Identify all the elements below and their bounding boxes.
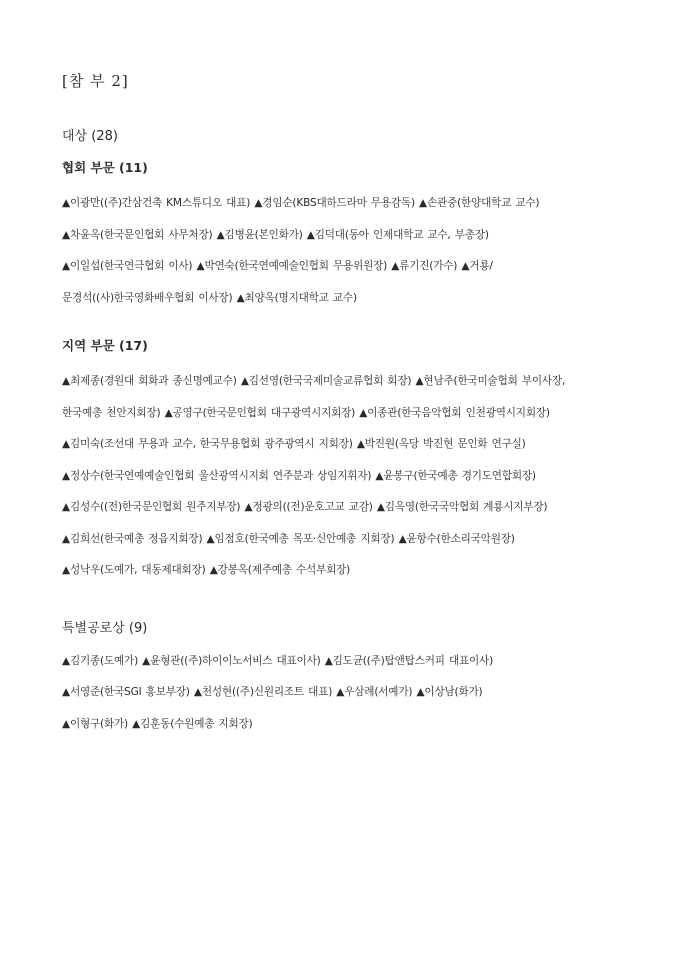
regional-subsection <box>62 336 647 587</box>
association-title: 협회 부문 (11) <box>62 160 148 175</box>
special-line-3: ▲이형구(화가) ▲김훈동(수원예총 지회장) <box>62 717 253 730</box>
regional-line-4: ▲정상수(한국연예예술인협회 울산광역시지회 연주분과 상임지휘자) ▲윤봉구(한국예총 경기도연합회장) <box>62 469 536 482</box>
association-subsection <box>62 158 647 314</box>
grand-prize-section <box>62 125 647 587</box>
association-line-3: ▲이일섭(한국연극협회 이사) ▲박연숙(한국연예예술인협회 무용위원장) ▲류기진(가수) ▲거룡/ <box>62 260 493 272</box>
association-line-4: 문경석((사)한국영화배우협회 이사장) ▲최양옥(명지대학교 교수) <box>62 291 357 304</box>
regional-title: 지역 부문 (17) <box>62 338 148 353</box>
special-line-2: ▲서영준(한국SGI 홍보부장) ▲천성현((주)신원리조트 대표) ▲우삼례(서예가) ▲이상남(화가) <box>62 686 483 698</box>
special-prize-title: 특별공로상 (9) <box>62 620 148 636</box>
special-prize-list <box>62 646 647 741</box>
regional-line-5: ▲김성수((전)한국문인협회 원주지부장) ▲정광의((전)운호고교 교감) ▲김옥영(한국국악협회 계룡시지부장) <box>62 501 548 513</box>
grand-prize-title: 대상 (28) <box>62 129 118 144</box>
attachment-title: [참 부 2] <box>62 72 129 90</box>
regional-line-7: ▲성낙우(도예가, 대동제대회장) ▲강봉옥(제주예총 수석부회장) <box>62 564 351 576</box>
regional-line-1: ▲최제종(경원대 회화과 종신명예교수) ▲김선영(한국국제미술교류협회 회장) ▲현남주(한국미술협회 부이사장, <box>62 375 566 387</box>
special-prize-section <box>62 617 647 741</box>
regional-list <box>62 366 647 587</box>
association-list <box>62 188 647 314</box>
regional-line-3: ▲김미숙(조선대 무용과 교수, 한국무용협회 광주광역시 지회장) ▲박진원(옥당 박진현 문인화 연구실) <box>62 438 526 450</box>
association-line-1: ▲이광만((주)간삼건축 KM스튜디오 대표) ▲경임순(KBS대하드라마 무용감독) ▲손관중(한양대학교 교수) <box>62 197 540 209</box>
special-line-1: ▲김기종(도예가) ▲윤형관((주)하이이노서비스 대표이사) ▲김도균((주)탑앤탑스커피 대표이사) <box>62 654 494 667</box>
association-line-2: ▲차윤옥(한국문인협회 사무처장) ▲김병윤(본인화가) ▲김덕대(동아 인제대학교 교수, 부총장) <box>62 228 489 241</box>
regional-line-6: ▲김희선(한국예총 정읍지회장) ▲임점호(한국예총 목포·신안예총 지회장) ▲윤항수(한소리국악원장) <box>62 532 515 545</box>
regional-line-2: 한국예총 천안지회장) ▲공영구(한국문인협회 대구광역시지회장) ▲이종관(한국음악협회 인천광역시지회장) <box>62 406 550 419</box>
